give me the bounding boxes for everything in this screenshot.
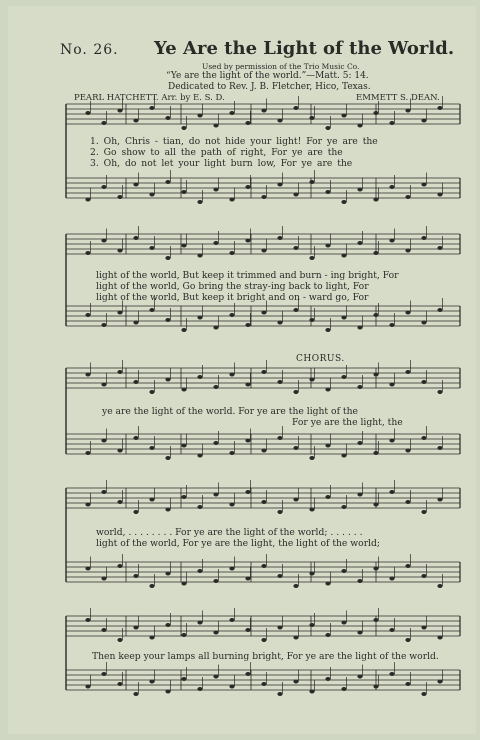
hymn-number: No. 26.: [60, 42, 119, 58]
chorus-line1: ye are the light of the world. For ye are the light of the: [102, 406, 358, 417]
chorus-line3: Then keep your lamps all burning bright, For ye are the light of the world.: [92, 651, 439, 662]
chorus-line1-lower: For ye are the light, the: [292, 417, 403, 428]
chorus-line2: world, . . . . . . . . For ye are the light of the world; . . . . . .: [96, 527, 363, 538]
dedication: Dedicated to Rev. J. B. Fletcher, Hico, Texas.: [168, 82, 371, 92]
chorus-line2-lower: light of the world, For ye are the light, the light of the world;: [96, 538, 380, 549]
verse1-line1: 1. Oh, Chris - tian, do not hide your light! For ye are the: [90, 136, 378, 147]
chorus-label: CHORUS.: [296, 354, 345, 364]
lyricist-credit: PEARL HATCHETT. Arr. by E. S. D.: [74, 93, 225, 103]
verse2-line1: 2. Go show to all the path of right, For ye are the: [90, 147, 343, 158]
scripture-reference: “Ye are the light of the world.”—Matt. 5: 14.: [166, 71, 369, 81]
music-notation: [8, 6, 476, 734]
verse2-line2: light of the world, Go bring the stray-ing back to light, For: [96, 281, 369, 292]
verse3-line1: 3. Oh, do not let your light burn low, For ye are the: [90, 158, 353, 169]
verse3-line2: light of the world, But keep it bright and on - ward go, For: [96, 292, 369, 303]
composer-credit: EMMETT S. DEAN.: [356, 93, 440, 103]
permission-note: Used by permission of the Trio Music Co.: [202, 62, 360, 71]
hymn-page: [8, 6, 476, 734]
verse1-line2: light of the world, But keep it trimmed and burn - ing bright, For: [96, 270, 399, 281]
hymn-title: Ye Are the Light of the World.: [154, 38, 455, 59]
